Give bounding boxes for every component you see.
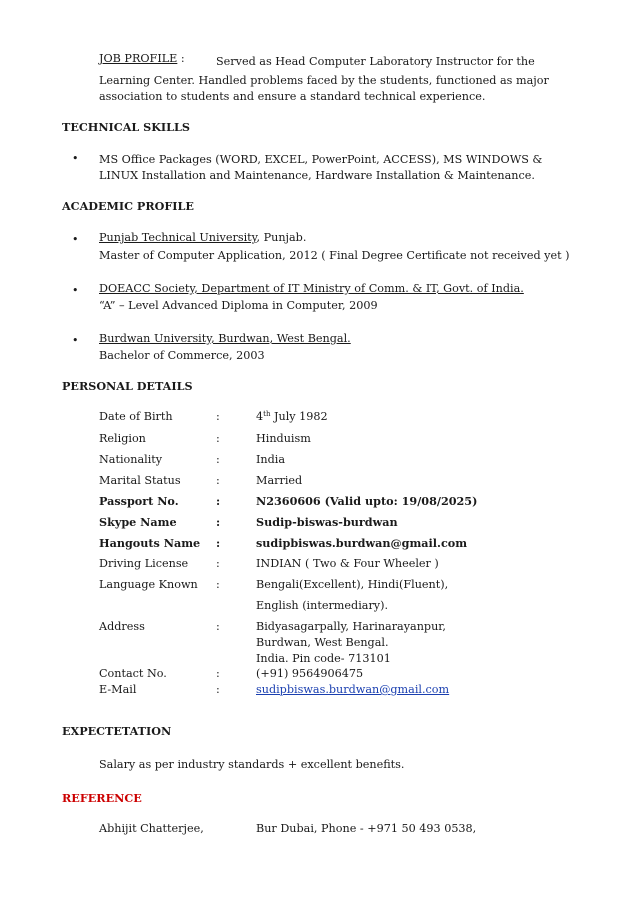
religion-colon: : — [216, 432, 220, 445]
email-label: E-Mail — [99, 683, 137, 696]
technical-skills-line1: MS Office Packages (WORD, EXCEL, PowerPoint, ACCESS), MS WINDOWS & — [99, 153, 543, 166]
passport-value: N2360606 (Valid upto: 19/08/2025) — [256, 494, 478, 508]
job-profile-label: JOB PROFILE — [99, 52, 178, 65]
passport-label: Passport No. — [99, 494, 179, 508]
reference-name: Abhijit Chatterjee, — [99, 822, 204, 835]
religion-label: Religion — [99, 432, 146, 445]
academic-item-1-institution: Punjab Technical University — [99, 231, 257, 244]
driving-colon: : — [216, 557, 220, 570]
academic-item-2-detail: “A” – Level Advanced Diploma in Computer, 2009 — [99, 299, 378, 312]
academic-item-1-title — [99, 231, 306, 244]
academic-item-2-institution: DOEACC Society, Department of IT Ministry of Comm. & IT, Govt. of India. — [99, 282, 524, 295]
address-line1: Bidyasagarpally, Harinarayanpur, — [256, 620, 446, 633]
address-colon: : — [216, 620, 220, 633]
bullet-icon: • — [72, 284, 79, 297]
dob-value — [256, 410, 328, 423]
dob-label: Date of Birth — [99, 410, 173, 423]
driving-label: Driving License — [99, 557, 189, 570]
technical-skills-heading: TECHNICAL SKILLS — [62, 120, 190, 134]
expectation-heading: EXPECTETATION — [62, 724, 172, 738]
job-profile-label-row — [99, 52, 185, 65]
hangouts-colon: : — [216, 536, 221, 550]
language-value-line1: Bengali(Excellent), Hindi(Fluent), — [256, 578, 449, 591]
nationality-value: India — [256, 453, 286, 466]
contact-label: Contact No. — [99, 667, 167, 680]
dob-day: 4 — [256, 410, 264, 423]
passport-colon: : — [216, 494, 221, 508]
dob-colon: : — [216, 410, 220, 423]
contact-colon: : — [216, 667, 220, 680]
address-line2: Burdwan, West Bengal. — [256, 636, 389, 649]
address-label: Address — [99, 620, 145, 633]
skype-colon: : — [216, 515, 221, 529]
academic-item-3-detail: Bachelor of Commerce, 2003 — [99, 349, 265, 362]
bullet-icon: • — [72, 233, 79, 246]
hangouts-label: Hangouts Name — [99, 536, 201, 550]
job-profile-line2: Learning Center. Handled problems faced by the students, functioned as major — [99, 74, 549, 87]
nationality-label: Nationality — [99, 453, 163, 466]
driving-value: INDIAN ( Two & Four Wheeler ) — [256, 557, 439, 570]
academic-item-1-detail: Master of Computer Application, 2012 ( Final Degree Certificate not received yet ) — [99, 249, 570, 262]
reference-heading: REFERENCE — [62, 791, 142, 805]
nationality-colon: : — [216, 453, 220, 466]
technical-skills-line2: LINUX Installation and Maintenance, Hardware Installation & Maintenance. — [99, 169, 535, 182]
bullet-icon: • — [72, 334, 79, 347]
marital-label: Marital Status — [99, 474, 181, 487]
religion-value: Hinduism — [256, 432, 311, 445]
job-profile-colon: : — [180, 52, 185, 65]
email-colon: : — [216, 683, 220, 696]
reference-detail: Bur Dubai, Phone - +971 50 493 0538, — [256, 822, 477, 835]
dob-rest: July 1982 — [270, 410, 328, 423]
academic-item-3-institution: Burdwan University, Burdwan, West Bengal. — [99, 332, 351, 345]
job-profile-line1: Served as Head Computer Laboratory Instructor for the — [216, 55, 535, 68]
skype-label: Skype Name — [99, 515, 177, 529]
hangouts-value: sudipbiswas.burdwan@gmail.com — [256, 536, 468, 550]
address-line3: India. Pin code- 713101 — [256, 652, 391, 665]
language-colon: : — [216, 578, 220, 591]
marital-colon: : — [216, 474, 220, 487]
marital-value: Married — [256, 474, 303, 487]
bullet-icon: • — [72, 152, 79, 165]
personal-details-heading: PERSONAL DETAILS — [62, 379, 193, 393]
academic-item-1-location: , Punjab. — [256, 231, 307, 244]
job-profile-line3: association to students and ensure a standard technical experience. — [99, 90, 486, 103]
contact-value: (+91) 9564906475 — [256, 667, 364, 680]
skype-value: Sudip-biswas-burdwan — [256, 515, 398, 529]
expectation-text: Salary as per industry standards + excellent benefits. — [99, 758, 405, 771]
language-label: Language Known — [99, 578, 198, 591]
academic-profile-heading: ACADEMIC PROFILE — [62, 199, 194, 213]
email-link[interactable]: sudipbiswas.burdwan@gmail.com — [256, 683, 450, 696]
dob-suffix: th — [263, 410, 271, 418]
language-value-line2: English (intermediary). — [256, 599, 389, 612]
